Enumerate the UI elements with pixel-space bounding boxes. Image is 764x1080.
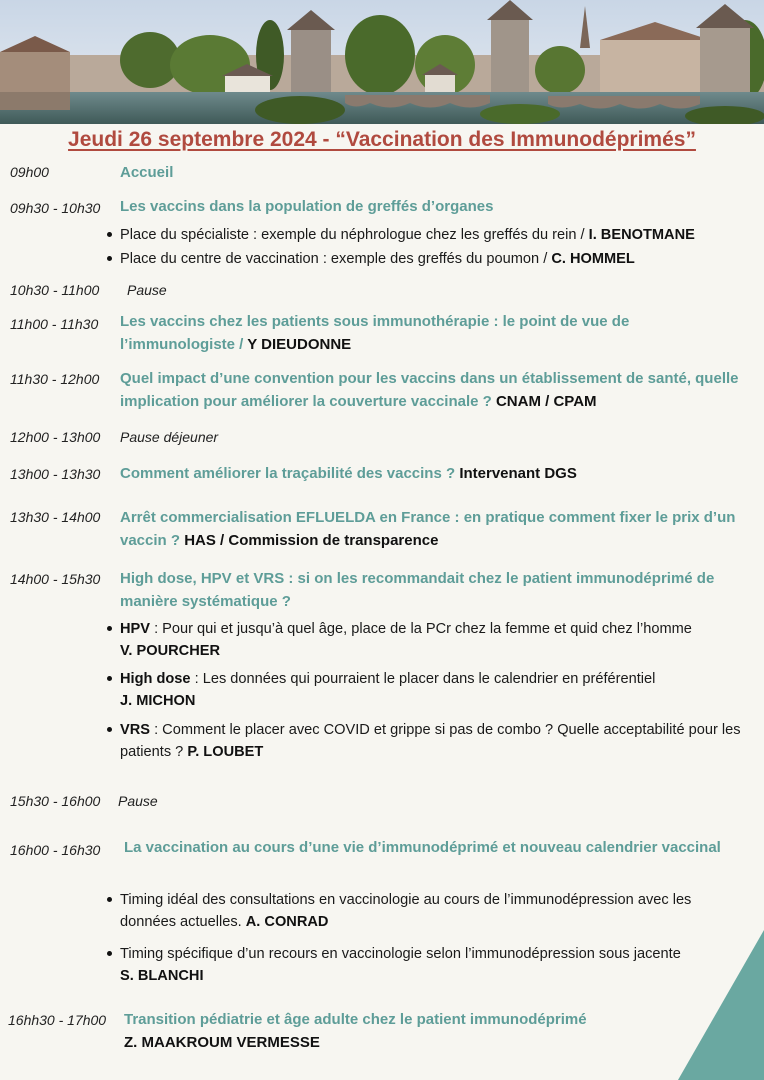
bullet-text: Timing spécifique d’un recours en vaccinologie selon l’immunodépression sous jacente <box>120 946 681 962</box>
time-session-6: 14h00 - 15h30 <box>10 571 101 587</box>
pause-label: Pause <box>118 793 158 809</box>
bullet-text: : Pour qui et jusqu’à quel âge, place de la PCr chez la femme et quid chez l’homme <box>150 621 692 637</box>
decorative-triangle <box>678 930 764 1080</box>
bullet-text: Timing idéal des consultations en vaccinologie au cours de l’immunodépression avec les données actuelles. <box>120 892 692 930</box>
session-7 <box>124 836 744 859</box>
speaker-name: V. POURCHER <box>120 643 221 659</box>
session-6-bullet-high-dose <box>120 668 750 712</box>
time-session-5: 13h30 - 14h00 <box>10 509 101 525</box>
speaker-name: P. LOUBET <box>187 744 264 760</box>
speaker-name: I. BENOTMANE <box>588 227 695 243</box>
session-5 <box>120 506 740 552</box>
session-title: Transition pédiatrie et âge adulte chez le patient immunodéprimé <box>124 1011 587 1028</box>
speaker-name: Z. MAAKROUM VERMESSE <box>124 1034 320 1051</box>
time-session-8: 16hh30 - 17h00 <box>8 1012 107 1028</box>
time-session-3: 11h30 - 12h00 <box>10 371 100 387</box>
session-1 <box>120 195 740 218</box>
session-2 <box>120 310 740 356</box>
speaker-name: A. CONRAD <box>245 914 329 930</box>
time-lunch: 12h00 - 13h00 <box>10 429 101 445</box>
session-6-bullet-vrs <box>120 719 750 763</box>
session-8 <box>124 1008 684 1054</box>
session-6-bullet-hpv <box>120 618 750 662</box>
session-title: Accueil <box>120 164 174 181</box>
speaker-name: S. BLANCHI <box>120 968 204 984</box>
session-title: High dose, HPV et VRS : si on les recommandait chez le patient immunodéprimé de manière systématique ? <box>120 570 715 610</box>
time-pause-1: 10h30 - 11h00 <box>10 282 100 298</box>
pause-label: Pause <box>127 282 167 298</box>
bullet-label: High dose <box>120 671 191 687</box>
session-7-bullet-2 <box>120 943 750 987</box>
time-session-4: 13h00 - 13h30 <box>10 466 101 482</box>
bullet-text: Place du centre de vaccination : exemple des greffés du poumon / <box>120 251 552 267</box>
session-4 <box>120 462 740 485</box>
lunch-label: Pause déjeuner <box>120 429 219 445</box>
time-session-1: 09h30 - 10h30 <box>10 200 101 216</box>
session-title: Les vaccins chez les patients sous immunothérapie : le point de vue de l’immunologiste / <box>120 313 630 353</box>
session-accueil <box>120 161 740 184</box>
session-title: Les vaccins dans la population de greffés d’organes <box>120 198 494 215</box>
speaker-name: HAS / Commission de transparence <box>184 532 439 549</box>
session-title: Comment améliorer la traçabilité des vaccins ? <box>120 465 460 482</box>
session-6 <box>120 567 740 613</box>
city-panorama-image <box>0 0 764 124</box>
session-1-bullet-2 <box>120 248 750 270</box>
bullet-text: : Les données qui pourraient le placer dans le calendrier en préférentiel <box>190 671 656 687</box>
bullet-label: VRS <box>120 722 151 738</box>
page-title: Jeudi 26 septembre 2024 - “Vaccination des Immunodéprimés” <box>68 128 696 151</box>
bullet-text: Place du spécialiste : exemple du néphrologue chez les greffés du rein / <box>120 227 589 243</box>
bullet-label: HPV <box>120 621 151 637</box>
bullet-text: : Comment le placer avec COVID et grippe si pas de combo ? Quelle acceptabilité pour les patients ? <box>120 722 741 760</box>
time-accueil: 09h00 <box>10 164 49 180</box>
time-session-7: 16h00 - 16h30 <box>10 842 101 858</box>
time-session-2: 11h00 - 11h30 <box>10 316 99 332</box>
session-title: Quel impact d’une convention pour les vaccins dans un établissement de santé, quelle implication pour améliorer la couverture vaccinale ? <box>120 370 739 410</box>
speaker-name: Intervenant DGS <box>459 465 577 482</box>
speaker-name: CNAM / CPAM <box>495 393 597 410</box>
banner-photo <box>0 0 764 124</box>
session-title: Arrêt commercialisation EFLUELDA en France : en pratique comment fixer le prix d’un vaccin ? <box>120 509 736 549</box>
session-3 <box>120 367 740 413</box>
speaker-name: Y DIEUDONNE <box>247 336 352 353</box>
time-pause-2: 15h30 - 16h00 <box>10 793 101 809</box>
session-title: La vaccination au cours d’une vie d’immunodéprimé et nouveau calendrier vaccinal <box>124 839 721 856</box>
speaker-name: J. MICHON <box>120 693 196 709</box>
session-7-bullet-1 <box>120 889 750 933</box>
speaker-name: C. HOMMEL <box>551 251 635 267</box>
session-1-bullet-1 <box>120 224 750 246</box>
